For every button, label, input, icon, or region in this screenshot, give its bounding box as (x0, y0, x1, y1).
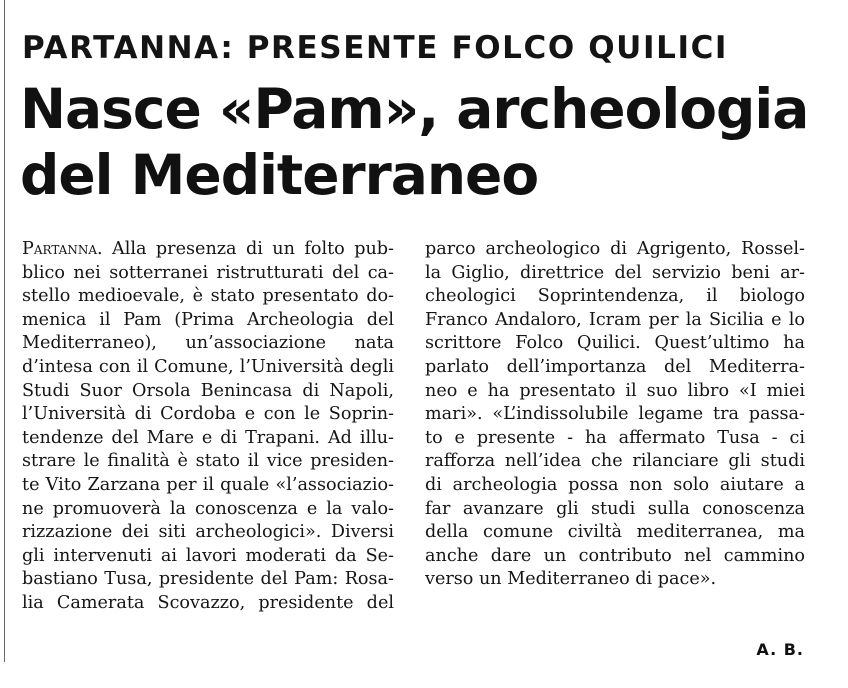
body-line: rafforza nell’idea che rilanciare gli studi (425, 451, 805, 472)
body-line: della comune civiltà mediterranea, ma (425, 522, 805, 543)
headline-line: Nasce «Pam», archeologia (20, 77, 809, 141)
body-line: di archeologia possa non solo aiutare a (425, 474, 805, 495)
body-line: anche dare un contributo nel cammino (425, 545, 805, 566)
body-line: blico nei sotterranei ristrutturati del ca- (22, 262, 394, 283)
column-rule (4, 0, 5, 662)
body-line: parco archeologico di Agrigento, Rossel- (425, 239, 805, 259)
body-line: to e presente - ha affermato Tusa - ci (425, 427, 805, 448)
body-line: scrittore Folco Quilici. Quest’ultimo ha (425, 333, 805, 354)
body-line: cheologici Soprintendenza, il biologo (425, 286, 805, 307)
body-line: d’intesa con il Comune, l’Università degli (22, 356, 394, 377)
dateline: Partanna. (22, 239, 103, 259)
body-column-right (425, 238, 805, 592)
body-line: neo e ha presentato il suo libro «I miei (425, 380, 805, 401)
body-line: Franco Andaloro, Icram per la Sicilia e lo (425, 309, 805, 330)
body-text: Alla presenza di un folto pub- (102, 239, 394, 259)
body-column-left (22, 238, 394, 616)
body-line: lia Camerata Scovazzo, presidente del (22, 592, 394, 613)
kicker: PARTANNA: PRESENTE FOLCO QUILICI (22, 30, 729, 66)
body-line: Studi Suor Orsola Benincasa di Napoli, (22, 380, 394, 401)
author-signature: A. B. (756, 640, 804, 659)
body-line: ne promuoverà la conoscenza e la valo- (22, 498, 394, 519)
body-line: la Giglio, direttrice del servizio beni ar- (425, 262, 805, 283)
body-line: gli intervenuti ai lavori moderati da Se- (22, 545, 394, 566)
body-line: bastiano Tusa, presidente del Pam: Rosa- (22, 569, 394, 590)
body-line: strare le finalità è stato il vice presiden- (22, 451, 394, 472)
headline (20, 76, 840, 208)
body-line: rizzazione dei siti archeologici». Diversi (22, 522, 394, 543)
body-line: stello medioevale, è stato presentato do- (22, 286, 394, 307)
body-line: te Vito Zarzana per il quale «l’associazio- (22, 474, 394, 495)
body-line: menica il Pam (Prima Archeologia del (22, 309, 394, 330)
body-line: mari». «L’indissolubile legame tra passa- (425, 404, 805, 425)
body-line: far avanzare gli studi sulla conoscenza (425, 498, 805, 519)
body-line (22, 238, 394, 262)
body-line: parlato dell’importanza del Mediterra- (425, 356, 805, 377)
body-line: Mediterraneo), un’associazione nata (22, 333, 394, 354)
body-line: verso un Mediterraneo di pace». (425, 569, 717, 590)
body-line: tendenze del Mare e di Trapani. Ad illu- (22, 427, 394, 448)
headline-line: del Mediterraneo (20, 143, 539, 207)
body-line: l’Università di Cordoba e con le Soprin- (22, 404, 394, 425)
